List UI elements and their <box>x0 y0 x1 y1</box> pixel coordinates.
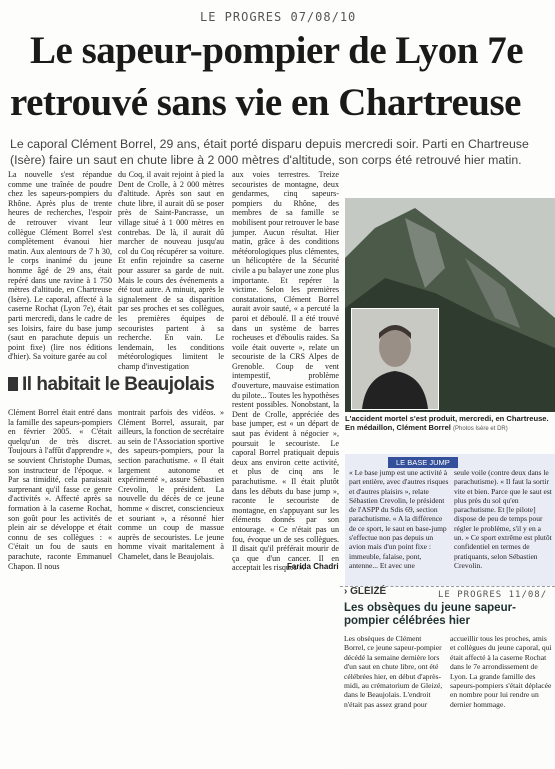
column-5-text: montrait parfois des vidéos. » Clément Borrel, assurait, par ailleurs, la fonction de secrétaire au sein de l'Association sportive des sapeurs-pompiers, pour la section parachutisme. « Il était largement autonome et expérimenté », assure Sébastien Crevolin, le président. La nouvelle du décès de ce jeune homme « discret, consciencieux et souriant », a résonné hier comme un coup de massue auprès de secouristes. Le jeune homme vivait maritalement à Chamelet, dans le Beaujolais. <box>118 408 224 561</box>
subheading-text: Il habitait le Beaujolais <box>22 374 215 395</box>
article-column-5 <box>118 408 224 562</box>
article-column-4 <box>8 408 112 571</box>
portrait-inset <box>351 308 439 410</box>
info-box-right-text: seule voile (contre deux dans le parachutisme). « Il faut la sortir vite et bien. Parce que le saut est plus près du sol qu'en parachutisme. Et [le pilote] dispose de peu de temps pour régler le problème, s'il y en a un. » Ce sport extrême est plutôt confidentiel en termes de pratiquants, selon Sébastien Crevolin. <box>454 468 552 570</box>
column-2-text: du Coq, il avait rejoint à pied la Dent de Crolle, à 2 000 mètres d'altitude. Après son saut en chute libre, il aurait dû se poser près de Saint-Pancrasse, un village situé à 1 000 mètres en contrebas. De là, il aurait dû marcher de nouveau jusqu'au col du Coq récupérer sa voiture. Et enfin rejoindre sa caserne pour assurer sa garde de nuit. Mais le cours des événements a été tout autre. A minuit, après le signalement de sa disparition par ses proches et ses collègues, les premières équipes de secouristes partent à sa recherche. En vain. Le lendemain, les conditions météorologiques limitent le champ d'investigation <box>118 170 224 371</box>
square-bullet-icon <box>8 377 18 391</box>
article-column-1 <box>8 170 112 362</box>
clipping-right-text: accueillir tous les proches, amis et collègues du jeune caporal, qui était affecté à la caserne Rochat dans le 7e arrondissement de Lyon. La grande famille des sapeurs-pompiers s'était déplacée en nombre pour lui rendre un dernier hommage. <box>450 634 552 709</box>
caption-credit: (Photos Isère et DR) <box>453 426 508 432</box>
column-4-text: Clément Borrel était entré dans la famille des sapeurs-pompiers en février 2005. « C'était quelqu'un de très discret. Toujours à l'affût d'apprendre », se souvient Christophe Dumas, son instructeur de l'époque. « Par sa timidité, cela paraissait surprenant qu'il fasse ce genre d'activités ». Affecté après sa formation à la caserne Rochat, son goût pour les activités de plein air se développe et était connu de ses collègues : « C'était un fou de sauts en parachute, raconte Emmanuel Chapon. Il nous <box>8 408 112 571</box>
info-box-left-text: « Le base jump est une activité à part entière, avec d'autres risques et d'autres plaisirs », relate Sébastien Crevolin, le président de l'ASPP du Sdis 69, section parachutisme. « A la différence de ce sport, le saut en base-jump s'effectue non pas depuis un avion mais d'un point fixe : immeuble, falaise, pont, antenne... Et avec une <box>349 468 449 570</box>
headline-line-2: retrouvé sans vie en Chartreuse <box>10 81 521 124</box>
subheading <box>8 374 214 396</box>
info-box-tag: LE BASE JUMP <box>388 457 458 468</box>
handwritten-note-top: LE PROGRES 07/08/10 <box>200 10 357 24</box>
article-column-2 <box>118 170 224 371</box>
mountain-photo <box>345 198 555 412</box>
headline-line-1: Le sapeur-pompier de Lyon 7e <box>30 29 524 72</box>
article-column-3 <box>232 170 339 573</box>
article-lead: Le caporal Clément Borrel, 29 ans, était porté disparu depuis mercredi soir. Parti en Chartreuse (Isère) faire un saut en chute libre à 2 000 mètres d'altitude, son corps été retrouvé hier matin. <box>10 137 529 167</box>
caption-text: L'accident mortel s'est produit, mercredi, en Chartreuse. En médaillon, Clément Borrel <box>345 414 549 432</box>
location-text: GLEIZÉ <box>350 586 387 597</box>
portrait-illustration <box>352 309 438 409</box>
clipping-location: › GLEIZÉ <box>344 586 387 597</box>
column-3-text: aux voies terrestres. Treize secouristes de montagne, deux gendarmes, cinq sapeurs-pompiers du Rhône, des membres de sa famille se mobilisent pour retrouver le base jumper. Aucun résultat. Hier matin, grâce à des conditions météorologiques plus clémentes, un hélicoptère de la Sécurité civile a pu balayer une zone plus importante. Et repérer la victime. Selon les premières constatations, Clément Borrel aurait avoir sauté, « a percuté la paroi et déboulé. Il a été trouvé dans un système de barres rocheuses et d'éboulis raides. Sa voile était ouverte », relate un secouriste de la CRS Alpes de Grenoble. Coup de vent intempestif, problème d'ouverture, mauvaise estimation du pilote... Toutes les hypothèses restent possibles. Nonobstant, la Dent de Crolle, appréciée des base jumper, est « un départ de saut pas évident à négocier », poursuit le secouriste. Le caporal Borrel pratiquait depuis deux ans environ cette activité, et plus de cinq ans le parachutisme. « Il était plutôt dans les débuts du base jump », raconte le secouriste de montagne, en s'appuyant sur les éléments donnés par son entourage. « Ce n'était pas un fou, évoque un de ses collègues. Il disait qu'il préférait mourir de ça que d'un cancer. Il en acceptait les risques ». <box>232 170 339 573</box>
column-1-text: La nouvelle s'est répandue comme une traînée de poudre chez les sapeurs-pompiers du Rhône. Après plus de trente heures de recherches, l'espoir de retrouver vivant leur collègue Clément Borrel s'est complètement évanoui hier matin. Aux alentours de 7 h 30, le corps inanimé du jeune homme âgé de 29 ans, était repéré dans une ravine à 1 750 mètres d'altitude, en Chartreuse (Isère). Le caporal, affecté à la caserne Rochat (Lyon 7e), était parti mercredi, dans le cadre de ses loisirs, faire du base jump (saut en parachute depuis un point fixe) (lire nos éditions d'hier). Sa voiture garée au col <box>8 170 112 362</box>
clipping-left-text: Les obsèques de Clément Borrel, ce jeune sapeur-pompier décédé la semaine dernière lors d'un saut en chute libre, ont été célébrées hier, en début d'après-midi, au crématorium de Gleizé, dans le Beaujolais. L'endroit n'était pas assez grand pour <box>344 634 443 709</box>
photo-caption <box>345 414 555 434</box>
handwritten-note-bottom: LE PROGRES 11/08/ <box>438 590 548 600</box>
clipping-headline: Les obsèques du jeune sapeur-pompier célébrées hier <box>344 602 516 627</box>
byline: Farida Chadri <box>287 562 339 571</box>
